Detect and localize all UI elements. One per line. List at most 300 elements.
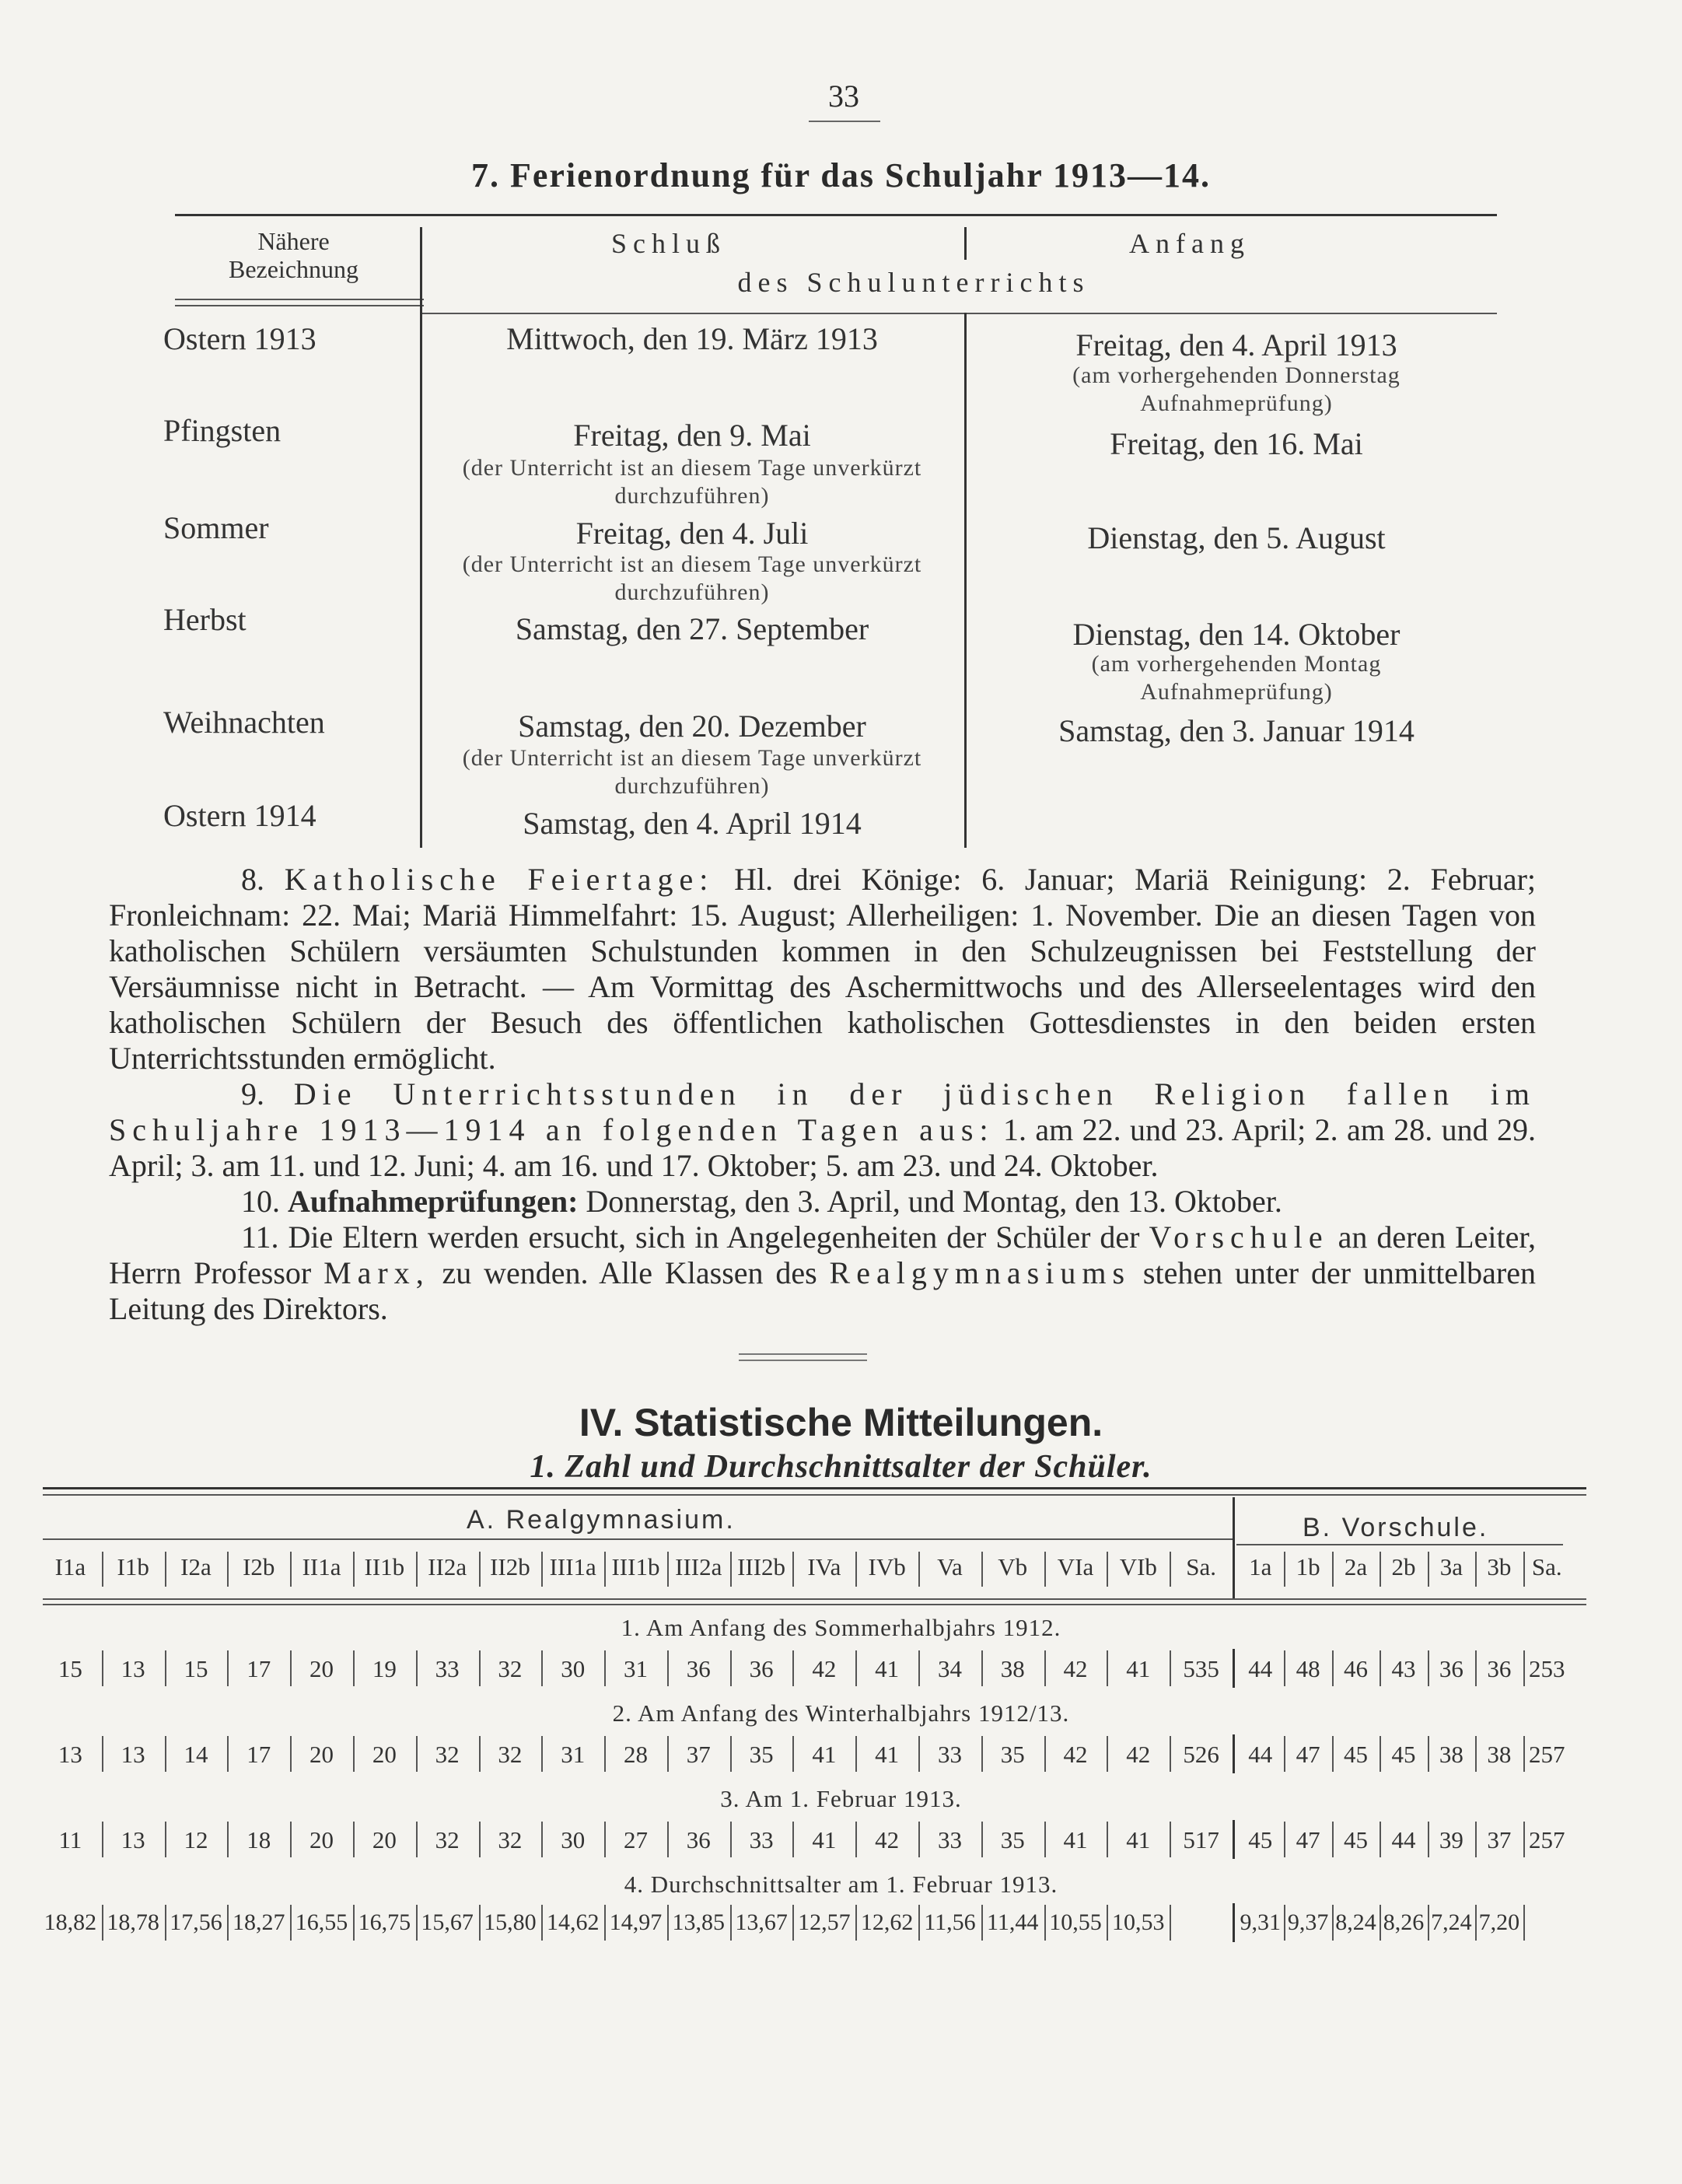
column-divider [353, 1552, 355, 1587]
schluss-cell: Freitag, den 4. Juli [575, 516, 809, 551]
table-cell: 517 [1183, 1826, 1219, 1853]
cell-divider [855, 1736, 857, 1772]
table-cell: 20 [372, 1741, 397, 1768]
cell-divider [479, 1822, 481, 1857]
paragraph-11-text-a: Die Eltern werden ersucht, sich in Angelegenheiten der Schüler der [288, 1220, 1140, 1255]
column-header: IVb [868, 1553, 906, 1580]
table-cell: 36 [686, 1655, 711, 1682]
column-header: Va [937, 1553, 963, 1580]
table-cell: 13,67 [735, 1909, 788, 1935]
cell-divider [1523, 1905, 1525, 1941]
cell-divider [1475, 1736, 1477, 1772]
column-divider [1284, 1552, 1285, 1587]
table-cell: 32 [498, 1826, 523, 1853]
separator-line-1 [739, 1353, 867, 1355]
table-cell: 45 [1344, 1826, 1369, 1853]
column-header: VIb [1119, 1553, 1157, 1580]
table-cell: 7,24 [1431, 1909, 1472, 1935]
header-col1 [175, 227, 412, 283]
table-cell: 13,85 [672, 1909, 726, 1935]
cell-divider [604, 1905, 606, 1941]
column-divider [730, 1552, 732, 1587]
row-name: Sommer [163, 510, 269, 545]
table-cell: 16,75 [358, 1909, 411, 1935]
column-divider [479, 1552, 481, 1587]
cell-divider [1170, 1905, 1171, 1941]
table-cell: 35 [749, 1741, 774, 1768]
header-schluss: Schluß [610, 228, 726, 259]
table-cell: 12,57 [798, 1909, 851, 1935]
table-cell: 15,67 [421, 1909, 474, 1935]
table-cell: 13 [121, 1826, 145, 1853]
cell-divider [1170, 1736, 1171, 1772]
cell-divider [1523, 1650, 1525, 1686]
paragraph-10-number: 10. [241, 1184, 280, 1219]
table-cell: 32 [435, 1826, 460, 1853]
cell-divider [1428, 1650, 1429, 1686]
column-header: I1b [117, 1553, 149, 1580]
paragraph-11 [109, 1220, 1536, 1327]
table-cell: 41 [875, 1655, 900, 1682]
table-cell: 27 [623, 1826, 648, 1853]
column-divider [102, 1552, 103, 1587]
table-cell: 12,62 [860, 1909, 914, 1935]
table-cell: 11,56 [924, 1909, 976, 1935]
section-iv-title: IV. Statistische Mitteilungen. [579, 1401, 1103, 1444]
stats-header-rule-2 [43, 1604, 1586, 1605]
column-header: I2b [243, 1553, 275, 1580]
cell-divider [792, 1822, 794, 1857]
cell-divider [1044, 1650, 1046, 1686]
column-divider [1475, 1552, 1477, 1587]
cell-divider [1332, 1905, 1334, 1941]
table-cell: 30 [561, 1826, 586, 1853]
section-7-title: 7. Ferienordnung für das Schuljahr 1913—14. [470, 156, 1212, 194]
column-header: I1a [54, 1553, 86, 1580]
table-cell: 526 [1183, 1741, 1219, 1768]
table-cell: 41 [1126, 1826, 1151, 1853]
cell-divider [541, 1822, 543, 1857]
cell-divider [604, 1736, 606, 1772]
cell-divider [730, 1822, 732, 1857]
table-cell: 14 [184, 1741, 208, 1768]
table-cell: 42 [812, 1655, 837, 1682]
stats-header-rule-1 [43, 1598, 1586, 1600]
column-divider [1107, 1552, 1108, 1587]
table-cell: 45 [1248, 1826, 1273, 1853]
group-a-rule [43, 1538, 1233, 1540]
paragraph-11-text-e: zu wenden. Alle Klassen des [442, 1255, 817, 1290]
cell-divider [1170, 1822, 1171, 1857]
schluss-cell: Samstag, den 4. April 1914 [523, 806, 862, 841]
cell-divider [353, 1736, 355, 1772]
table-cell: 45 [1344, 1741, 1369, 1768]
cell-divider [667, 1905, 669, 1941]
cell-divider [1332, 1736, 1334, 1772]
column-divider [1170, 1552, 1171, 1587]
table-cell: 13 [121, 1741, 145, 1768]
paragraph-9-text: 1. am 22. und 23. April; 2. am 28. und 29. April; 3. am 11. und 12. Juni; 4. am 16. und 17. Oktober; 5. am 23. und 24. Oktober. [109, 1112, 1537, 1183]
anfang-cell: Samstag, den 3. Januar 1914 [1058, 713, 1414, 748]
cell-divider [1170, 1650, 1171, 1686]
table-cell: 34 [937, 1655, 962, 1682]
paragraph-11-marx: Marx, [323, 1255, 430, 1290]
table-cell: 18,27 [233, 1909, 285, 1935]
table-cell: 16,55 [295, 1909, 348, 1935]
group-b-title: B. Vorschule. [1303, 1513, 1489, 1542]
cell-divider [855, 1905, 857, 1941]
cell-divider [1284, 1736, 1285, 1772]
table-cell: 41 [1063, 1826, 1088, 1853]
table-cell: 41 [812, 1741, 837, 1768]
paragraph-11-text-g: stehen unter der unmittelbaren Leitung des Direktors. [109, 1255, 1537, 1326]
schluss-cell: Mittwoch, den 19. März 1913 [506, 321, 878, 356]
cell-divider [730, 1905, 732, 1941]
table-cell: 33 [937, 1741, 962, 1768]
cell-divider [1523, 1822, 1525, 1857]
group-divider [1233, 1734, 1235, 1773]
paragraph-11-vorschule: Vorschule [1149, 1220, 1329, 1255]
table-cell: 14,62 [546, 1909, 600, 1935]
header-anfang: Anfang [1129, 228, 1250, 259]
page-number: 33 [828, 79, 859, 114]
table-cell: 18,78 [107, 1909, 159, 1935]
column-header: III2a [675, 1553, 722, 1580]
cell-divider [918, 1822, 920, 1857]
schluss-cell: Samstag, den 20. Dezember [518, 709, 866, 744]
table-cell: 44 [1248, 1655, 1273, 1682]
table-cell: 15 [184, 1655, 208, 1682]
cell-divider [1523, 1736, 1525, 1772]
cell-divider [353, 1650, 355, 1686]
table-cell: 41 [1126, 1655, 1151, 1682]
table-cell: 44 [1391, 1826, 1416, 1853]
table-cell: 13 [58, 1741, 82, 1768]
cell-divider [541, 1736, 543, 1772]
table-cell: 32 [435, 1741, 460, 1768]
page-number-rule [809, 121, 880, 122]
cell-divider [1428, 1736, 1429, 1772]
table-cell: 37 [1487, 1826, 1512, 1853]
cell-divider [102, 1650, 103, 1686]
column-divider [227, 1552, 229, 1587]
table-cell: 36 [1439, 1655, 1463, 1682]
row-name: Ostern 1913 [163, 321, 316, 356]
stats-top-rule-2 [43, 1494, 1586, 1496]
column-divider [541, 1552, 543, 1587]
table-cell: 41 [875, 1741, 900, 1768]
cell-divider [855, 1650, 857, 1686]
paragraph-10-lead: Aufnahmeprüfungen: [288, 1184, 579, 1219]
cell-divider [1380, 1650, 1381, 1686]
cell-divider [792, 1905, 794, 1941]
column-header: I2a [180, 1553, 212, 1580]
table-cell: 20 [309, 1826, 334, 1853]
cell-divider [918, 1736, 920, 1772]
column-header: III1a [549, 1553, 596, 1580]
table-cell: 15 [58, 1655, 82, 1682]
paragraph-8-text: Hl. drei Könige: 6. Januar; Mariä Reinigung: 2. Februar; Fronleichnam: 22. Mai; Mariä Himmelfahrt: 15. August; Allerheiligen: 1. November. Die an diesen Tagen von katholischen Schülern versäumten Schulstunden kommen in den Schulzeugnissen bei Feststellung der Versäumnisse nicht in Betracht. — Am Vormittag des Aschermittwochs und des Allerseelentages wird den katholischen Schülern der Besuch des öffentlichen katholischen Gottesdienstes in den beiden ersten Unterrichtsstunden ermöglicht. [109, 862, 1537, 1076]
cell-divider [1380, 1905, 1381, 1941]
cell-divider [981, 1905, 983, 1941]
header-des: des Schulunterrichts [737, 267, 1090, 298]
header-rule-2 [175, 305, 424, 306]
column-header: II1a [302, 1553, 341, 1580]
cell-divider [1107, 1736, 1108, 1772]
paragraph-10 [109, 1184, 1536, 1220]
column-header: III2b [737, 1553, 786, 1580]
column-divider [1044, 1552, 1046, 1587]
table-cell: 47 [1296, 1826, 1320, 1853]
table-cell: 18 [247, 1826, 271, 1853]
cell-divider [855, 1822, 857, 1857]
cell-divider [102, 1905, 103, 1941]
group-divider [1233, 1649, 1235, 1688]
table-cell: 47 [1296, 1741, 1320, 1768]
cell-divider [416, 1650, 418, 1686]
schluss-cell: Samstag, den 27. September [515, 611, 869, 646]
table-cell: 37 [686, 1741, 711, 1768]
cell-divider [730, 1736, 732, 1772]
cell-divider [1428, 1905, 1429, 1941]
column-divider [981, 1552, 983, 1587]
table-cell: 12 [184, 1826, 208, 1853]
paragraph-9-number: 9. [241, 1076, 264, 1111]
column-header: 1a [1249, 1553, 1272, 1580]
cell-divider [165, 1650, 166, 1686]
cell-divider [604, 1822, 606, 1857]
table-cell: 33 [749, 1826, 774, 1853]
cell-divider [792, 1650, 794, 1686]
table-cell: 42 [875, 1826, 900, 1853]
cell-divider [1475, 1822, 1477, 1857]
table-cell: 19 [372, 1655, 397, 1682]
table-cell: 42 [1063, 1741, 1088, 1768]
cell-divider [667, 1650, 669, 1686]
cell-divider [479, 1650, 481, 1686]
cell-divider [1107, 1905, 1108, 1941]
table-cell: 35 [1000, 1826, 1025, 1853]
stats-top-rule-1 [43, 1487, 1586, 1489]
table-cell: 44 [1248, 1741, 1273, 1768]
anfang-cell: Dienstag, den 14. Oktober [1072, 617, 1401, 652]
cell-divider [227, 1736, 229, 1772]
group-a-title: A. Realgymnasium. [467, 1505, 736, 1535]
cell-divider [479, 1736, 481, 1772]
header-rule-3 [420, 313, 1497, 314]
cell-divider [102, 1822, 103, 1857]
table-cell: 30 [561, 1655, 586, 1682]
column-divider [604, 1552, 606, 1587]
column-header: 3b [1487, 1553, 1512, 1580]
paragraph-11-text-c: an deren Leiter, Herrn Professor [109, 1220, 1537, 1290]
group-divider [1233, 1903, 1235, 1942]
table-cell: 32 [498, 1741, 523, 1768]
cell-divider [1380, 1736, 1381, 1772]
table-cell: 11,44 [987, 1909, 1039, 1935]
table-cell: 9,37 [1287, 1909, 1329, 1935]
cell-divider [1044, 1822, 1046, 1857]
table-cell: 35 [1000, 1741, 1025, 1768]
table-cell: 36 [749, 1655, 774, 1682]
column-header: 1b [1296, 1553, 1320, 1580]
cell-divider [1107, 1650, 1108, 1686]
cell-divider [792, 1736, 794, 1772]
column-header: II2b [490, 1553, 530, 1580]
cell-divider [227, 1822, 229, 1857]
cell-divider [981, 1650, 983, 1686]
paragraph-10-text: Donnerstag, den 3. April, und Montag, den 13. Oktober. [586, 1184, 1282, 1219]
table-cell: 17,56 [170, 1909, 222, 1935]
header-rule-1 [175, 299, 424, 300]
column-header: IVa [807, 1553, 841, 1580]
table-cell: 39 [1439, 1826, 1463, 1853]
table-cell: 9,31 [1240, 1909, 1281, 1935]
column-divider [1332, 1552, 1334, 1587]
cell-divider [416, 1736, 418, 1772]
cell-divider [1107, 1822, 1108, 1857]
anfang-cell: Freitag, den 4. April 1913 [1075, 327, 1397, 362]
table-cell: 7,20 [1478, 1909, 1520, 1935]
table-cell: 13 [121, 1655, 145, 1682]
table-cell: 11 [58, 1826, 82, 1853]
table-cell: 31 [623, 1655, 648, 1682]
cell-divider [667, 1822, 669, 1857]
row-name: Weihnachten [163, 705, 325, 740]
cell-divider [1284, 1650, 1285, 1686]
table-vline-2 [964, 313, 967, 848]
table-cell: 31 [561, 1741, 586, 1768]
table-cell: 253 [1529, 1655, 1565, 1682]
cell-divider [416, 1905, 418, 1941]
column-divider [165, 1552, 166, 1587]
cell-divider [918, 1650, 920, 1686]
column-divider [918, 1552, 920, 1587]
table-cell: 45 [1391, 1741, 1416, 1768]
cell-divider [1332, 1822, 1334, 1857]
column-header: II1b [364, 1553, 405, 1580]
schluss-note: (der Unterricht ist an diesem Tage unverkürzt durchzuführen) [462, 455, 922, 509]
cell-divider [227, 1905, 229, 1941]
table-cell: 14,97 [609, 1909, 663, 1935]
table-cell: 38 [1439, 1741, 1463, 1768]
table-cell: 36 [1487, 1655, 1512, 1682]
cell-divider [353, 1905, 355, 1941]
header-divider [964, 227, 967, 260]
table-cell: 33 [435, 1655, 460, 1682]
table-cell: 38 [1487, 1741, 1512, 1768]
column-header: 3a [1439, 1553, 1463, 1580]
table-cell: 43 [1391, 1655, 1416, 1682]
group-divider [1233, 1820, 1235, 1859]
cell-divider [1044, 1736, 1046, 1772]
column-divider [792, 1552, 794, 1587]
column-header: Sa. [1186, 1553, 1216, 1580]
anfang-note: (am vorhergehenden Donnerstag Aufnahmeprüfung) [1072, 362, 1401, 416]
cell-divider [479, 1905, 481, 1941]
column-divider [290, 1552, 292, 1587]
section-caption: 1. Am Anfang des Sommerhalbjahrs 1912. [621, 1614, 1061, 1641]
cell-divider [165, 1822, 166, 1857]
paragraph-11-number: 11. [241, 1220, 279, 1255]
table-cell: 41 [812, 1826, 837, 1853]
group-divider [1233, 1497, 1235, 1598]
column-divider [416, 1552, 418, 1587]
cell-divider [227, 1650, 229, 1686]
column-divider [667, 1552, 669, 1587]
table-cell: 10,53 [1112, 1909, 1165, 1935]
cell-divider [541, 1905, 543, 1941]
paragraph-9 [109, 1076, 1536, 1184]
table-cell: 257 [1529, 1826, 1565, 1853]
table-cell: 42 [1063, 1655, 1088, 1682]
paragraphs [109, 862, 1536, 1327]
table-cell: 10,55 [1049, 1909, 1102, 1935]
cell-divider [981, 1736, 983, 1772]
cell-divider [730, 1650, 732, 1686]
cell-divider [604, 1650, 606, 1686]
table-cell: 15,80 [484, 1909, 537, 1935]
cell-divider [1284, 1905, 1285, 1941]
cell-divider [1332, 1650, 1334, 1686]
row-name: Pfingsten [163, 413, 281, 448]
cell-divider [1428, 1822, 1429, 1857]
column-header: III1b [611, 1553, 660, 1580]
cell-divider [1475, 1650, 1477, 1686]
schluss-cell: Freitag, den 9. Mai [573, 418, 811, 453]
cell-divider [290, 1905, 292, 1941]
table-cell: 42 [1126, 1741, 1151, 1768]
table-cell: 18,82 [44, 1909, 97, 1935]
paragraph-8-number: 8. [241, 862, 264, 897]
column-header: 2b [1391, 1553, 1416, 1580]
table-vline-1 [420, 227, 422, 848]
row-name: Herbst [163, 602, 247, 637]
schluss-note: (der Unterricht ist an diesem Tage unverkürzt durchzuführen) [462, 551, 922, 605]
paragraph-8 [109, 862, 1536, 1076]
section-caption: 3. Am 1. Februar 1913. [720, 1785, 962, 1812]
cell-divider [416, 1822, 418, 1857]
section-caption: 4. Durchschnittsalter am 1. Februar 1913. [624, 1871, 1058, 1898]
cell-divider [165, 1905, 166, 1941]
column-divider [1523, 1552, 1525, 1587]
header-col1-line1: Nähere [257, 227, 330, 255]
header-col1-line2: Bezeichnung [228, 255, 359, 283]
table-cell: 17 [247, 1655, 271, 1682]
table-cell: 33 [937, 1826, 962, 1853]
table-cell: 28 [623, 1741, 648, 1768]
cell-divider [1380, 1822, 1381, 1857]
row-name: Ostern 1914 [163, 798, 316, 833]
cell-divider [353, 1822, 355, 1857]
section-iv-subtitle: 1. Zahl und Durchschnittsalter der Schüler. [530, 1449, 1152, 1485]
cell-divider [667, 1736, 669, 1772]
table-cell: 38 [1000, 1655, 1025, 1682]
table-cell: 32 [498, 1655, 523, 1682]
table-cell: 20 [309, 1741, 334, 1768]
table-cell: 8,26 [1383, 1909, 1425, 1935]
table-cell: 48 [1296, 1655, 1320, 1682]
paragraph-11-realgymnasiums: Realgymnasiums [829, 1255, 1131, 1290]
cell-divider [165, 1736, 166, 1772]
table-cell: 17 [247, 1741, 271, 1768]
section-caption: 2. Am Anfang des Winterhalbjahrs 1912/13. [612, 1699, 1070, 1727]
cell-divider [102, 1736, 103, 1772]
paragraph-9-lead: Die Unterrichtsstunden in der jüdischen Religion fallen im Schuljahre 1913—1914 an folgenden Tagen aus: [109, 1076, 1537, 1147]
cell-divider [290, 1650, 292, 1686]
table-cell: 46 [1344, 1655, 1369, 1682]
column-divider [855, 1552, 857, 1587]
